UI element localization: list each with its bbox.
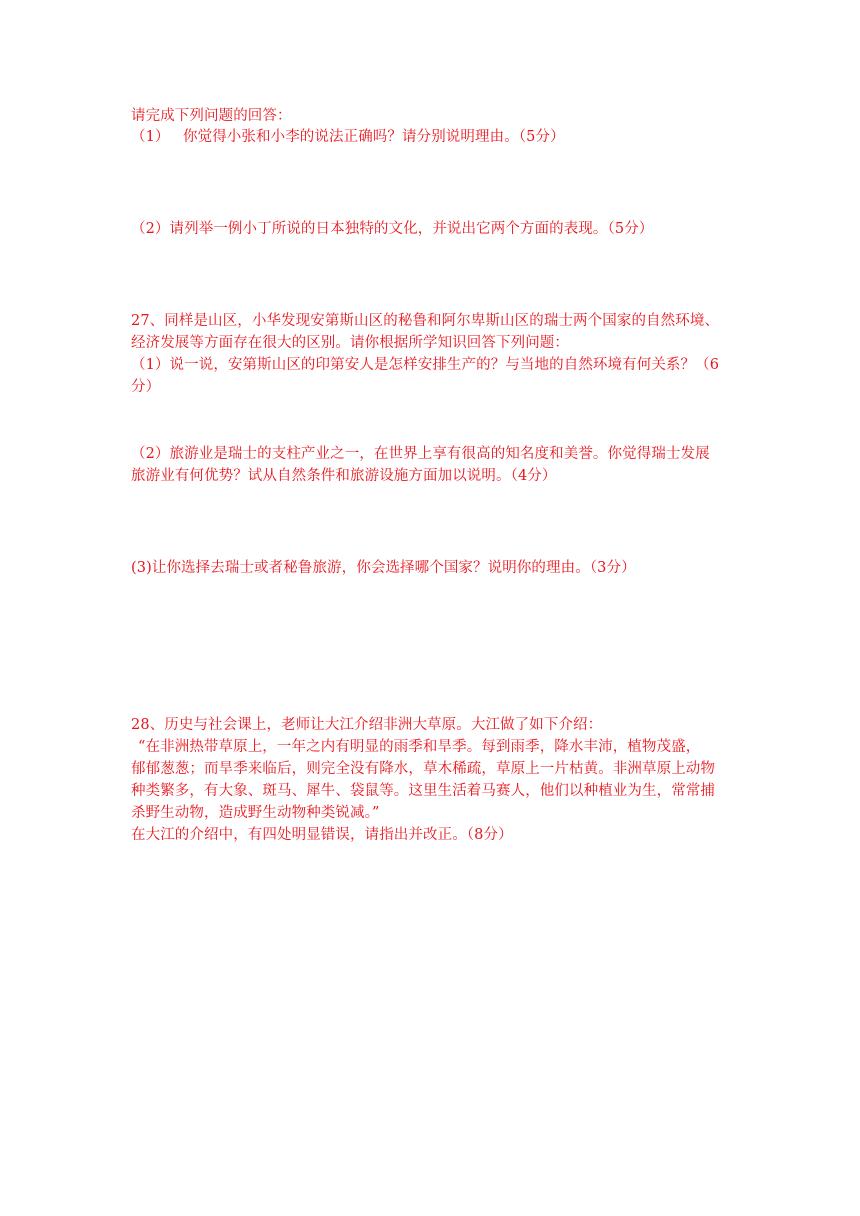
question-27-sub1-line-1: （1）说一说，安第斯山区的印第安人是怎样安排生产的？与当地的自然环境有何关系？（6 <box>131 357 720 373</box>
question-1-label: （1） <box>131 129 170 145</box>
question-27-sub3: (3)让你选择去瑞士或者秘鲁旅游，你会选择哪个国家？说明你的理由。（3分） <box>131 560 636 576</box>
question-28-quote-line-2: 郁郁葱葱；而旱季来临后，则完全没有降水，草木稀疏，草原上一片枯黄。非洲草原上动物 <box>131 761 715 777</box>
question-2: （2）请列举一例小丁所说的日本独特的文化，并说出它两个方面的表现。（5分） <box>131 221 654 237</box>
question-28-quote-line-4: 杀野生动物，造成野生动物种类锐减。” <box>131 805 380 821</box>
question-27-stem-line-2: 经济发展等方面存在很大的区别。请你根据所学知识回答下列问题： <box>131 335 569 351</box>
question-28-quote-line-3: 种类繁多，有大象、斑马、犀牛、袋鼠等。这里生活着马赛人，他们以种植业为生，常常捕 <box>131 783 715 799</box>
question-1 <box>131 127 565 147</box>
question-1-text: 你觉得小张和小李的说法正确吗？请分别说明理由。（5分） <box>183 129 565 145</box>
question-28-quote-line-1: “在非洲热带草原上，一年之内有明显的雨季和旱季。每到雨季，降水丰沛，植物茂盛， <box>138 739 701 755</box>
question-28-stem: 28、历史与社会课上，老师让大江介绍非洲大草原。大江做了如下介绍： <box>131 717 603 733</box>
question-28-task: 在大江的介绍中，有四处明显错误，请指出并改正。（8分） <box>131 827 513 843</box>
section-intro: 请完成下列问题的回答： <box>131 108 292 124</box>
question-27-sub1-line-2: 分） <box>131 379 161 395</box>
question-27-stem-line-1: 27、同样是山区，小华发现安第斯山区的秘鲁和阿尔卑斯山区的瑞士两个国家的自然环境、 <box>131 313 720 329</box>
question-27-sub2-line-2: 旅游业有何优势？试从自然条件和旅游设施方面加以说明。（4分） <box>131 468 557 484</box>
question-27-sub2-line-1: （2）旅游业是瑞士的支柱产业之一，在世界上享有很高的知名度和美誉。你觉得瑞士发展 <box>131 446 710 462</box>
